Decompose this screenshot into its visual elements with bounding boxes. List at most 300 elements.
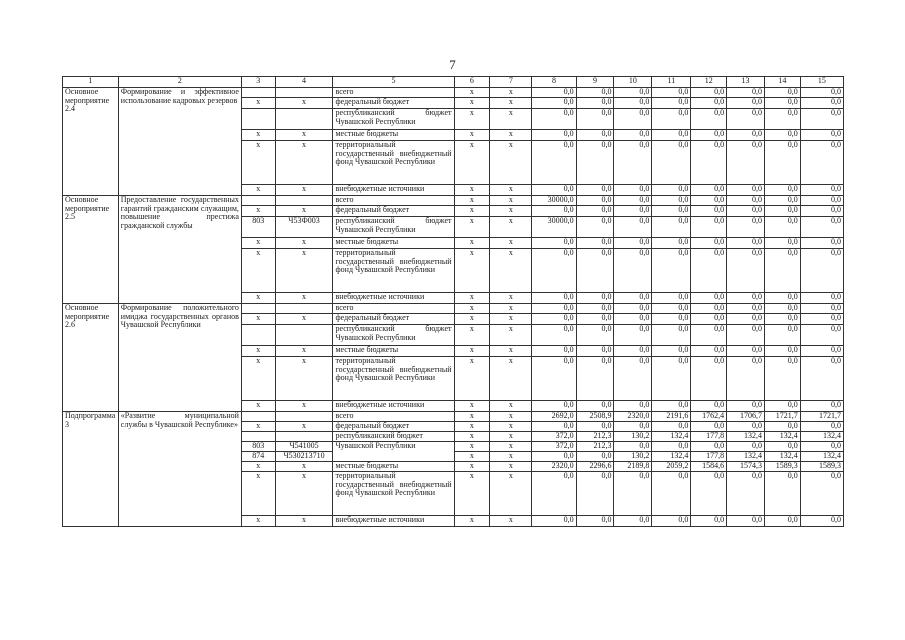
value-cell: 0,0 <box>727 357 765 401</box>
value-cell: 0,0 <box>691 472 727 516</box>
value-cell: 0,0 <box>576 196 614 206</box>
source-text: территориальный государственный внебюджетный фонд Чувашской Республики <box>335 248 452 275</box>
value-cell: 0,0 <box>614 206 652 217</box>
code-cell: x <box>275 141 333 185</box>
value-cell: 0,0 <box>614 141 652 185</box>
value-cell: 0,0 <box>532 452 576 462</box>
program-type-cell: Подпрограмма 3 <box>63 412 119 527</box>
x-cell: x <box>454 185 490 196</box>
table-body <box>63 77 844 527</box>
value-cell: 0,0 <box>764 238 800 249</box>
value-cell: 0,0 <box>691 314 727 325</box>
value-cell: 0,0 <box>764 442 800 452</box>
code-cell: x <box>241 206 275 217</box>
x-cell: x <box>454 314 490 325</box>
source-text: территориальный государственный внебюджетный фонд Чувашской Республики <box>335 471 452 498</box>
code-cell: 874 <box>241 452 275 462</box>
value-cell: 0,0 <box>532 346 576 357</box>
value-cell: 0,0 <box>800 516 843 527</box>
value-cell: 0,0 <box>800 422 843 432</box>
source-cell <box>333 217 454 238</box>
measure-name-cell: Формирование положительного имиджа государственных органов Чувашской Республики <box>118 304 241 412</box>
value-cell: 0,0 <box>800 238 843 249</box>
value-cell: 132,4 <box>764 452 800 462</box>
code-cell <box>275 432 333 442</box>
source-cell <box>333 462 454 472</box>
value-cell: 0,0 <box>764 516 800 527</box>
value-cell: 0,0 <box>614 472 652 516</box>
value-cell: 372,0 <box>532 432 576 442</box>
source-text: республиканский бюджет <box>335 431 423 440</box>
value-cell: 0,0 <box>532 206 576 217</box>
value-cell: 132,4 <box>727 452 765 462</box>
value-cell: 1706,7 <box>727 412 765 422</box>
value-cell: 0,0 <box>532 98 576 109</box>
value-cell: 0,0 <box>727 130 765 141</box>
source-text: всего <box>335 303 354 312</box>
value-cell: 0,0 <box>691 249 727 293</box>
value-cell: 0,0 <box>691 293 727 304</box>
value-cell: 0,0 <box>800 325 843 346</box>
code-cell <box>241 432 275 442</box>
x-cell: x <box>454 130 490 141</box>
x-cell: x <box>490 98 532 109</box>
x-cell: x <box>454 452 490 462</box>
x-cell: x <box>490 206 532 217</box>
value-cell: 0,0 <box>614 293 652 304</box>
value-cell: 0,0 <box>800 196 843 206</box>
x-cell: x <box>490 401 532 412</box>
value-cell: 2296,6 <box>576 462 614 472</box>
x-cell: x <box>490 432 532 442</box>
value-cell: 132,4 <box>800 432 843 442</box>
value-cell: 0,0 <box>614 109 652 130</box>
code-cell: x <box>275 422 333 432</box>
value-cell: 0,0 <box>764 472 800 516</box>
code-cell <box>241 88 275 98</box>
value-cell: 0,0 <box>691 185 727 196</box>
value-cell: 0,0 <box>691 238 727 249</box>
value-cell: 0,0 <box>652 442 691 452</box>
value-cell: 0,0 <box>614 516 652 527</box>
source-cell <box>333 412 454 422</box>
table-row <box>63 196 844 206</box>
source-cell <box>333 346 454 357</box>
value-cell: 0,0 <box>727 422 765 432</box>
value-cell: 0,0 <box>800 442 843 452</box>
measure-name-cell: Формирование и эффективное использование кадровых резервов <box>118 88 241 196</box>
code-cell <box>275 325 333 346</box>
value-cell: 0,0 <box>576 357 614 401</box>
value-cell: 0,0 <box>614 442 652 452</box>
x-cell: x <box>490 217 532 238</box>
code-cell: x <box>241 293 275 304</box>
header-cell: 2 <box>118 77 241 88</box>
program-name-cell: «Развитие муниципальной службы в Чувашской Республике» <box>118 412 241 527</box>
value-cell: 0,0 <box>614 196 652 206</box>
value-cell: 0,0 <box>727 314 765 325</box>
code-cell <box>275 412 333 422</box>
source-cell <box>333 442 454 462</box>
x-cell: x <box>454 346 490 357</box>
source-text: внебюджетные источники <box>335 400 425 409</box>
source-text: территориальный государственный внебюджетный фонд Чувашской Республики <box>335 140 452 167</box>
value-cell: 0,0 <box>652 472 691 516</box>
value-cell: 132,4 <box>764 432 800 442</box>
header-cell: 1 <box>63 77 119 88</box>
source-cell <box>333 238 454 249</box>
value-cell: 0,0 <box>614 346 652 357</box>
value-cell: 0,0 <box>576 325 614 346</box>
header-cell: 12 <box>691 77 727 88</box>
value-cell: 0,0 <box>652 109 691 130</box>
value-cell: 0,0 <box>691 304 727 314</box>
x-cell: x <box>454 304 490 314</box>
value-cell: 0,0 <box>800 185 843 196</box>
x-cell: x <box>490 88 532 98</box>
source-text: внебюджетные источники <box>335 292 425 301</box>
value-cell: 0,0 <box>800 314 843 325</box>
x-cell: x <box>454 293 490 304</box>
source-cell <box>333 98 454 109</box>
value-cell: 1589,3 <box>764 462 800 472</box>
value-cell: 0,0 <box>652 196 691 206</box>
header-cell: 10 <box>614 77 652 88</box>
value-cell: 0,0 <box>532 357 576 401</box>
x-cell: x <box>454 325 490 346</box>
value-cell: 0,0 <box>652 357 691 401</box>
x-cell: x <box>454 442 490 452</box>
value-cell: 0,0 <box>691 98 727 109</box>
x-cell: x <box>490 109 532 130</box>
source-text: федеральный бюджет <box>335 97 410 106</box>
x-cell: x <box>490 238 532 249</box>
code-cell: x <box>275 130 333 141</box>
value-cell: 0,0 <box>614 88 652 98</box>
value-cell: 0,0 <box>652 217 691 238</box>
value-cell: 0,0 <box>614 217 652 238</box>
value-cell: 0,0 <box>576 516 614 527</box>
value-cell: 0,0 <box>727 206 765 217</box>
value-cell: 0,0 <box>727 293 765 304</box>
value-cell: 212,3 <box>576 442 614 452</box>
x-cell: x <box>490 442 532 452</box>
x-cell: x <box>490 462 532 472</box>
value-cell: 2692,0 <box>532 412 576 422</box>
value-cell: 1721,7 <box>764 412 800 422</box>
value-cell: 0,0 <box>532 422 576 432</box>
value-cell: 0,0 <box>532 88 576 98</box>
value-cell: 132,4 <box>800 452 843 462</box>
value-cell: 0,0 <box>614 130 652 141</box>
value-cell: 0,0 <box>652 238 691 249</box>
value-cell: 0,0 <box>652 249 691 293</box>
value-cell: 0,0 <box>691 422 727 432</box>
header-cell: 15 <box>800 77 843 88</box>
value-cell: 0,0 <box>800 88 843 98</box>
value-cell: 0,0 <box>800 304 843 314</box>
code-cell: 803 <box>241 442 275 452</box>
code-cell: x <box>275 98 333 109</box>
code-cell: x <box>275 249 333 293</box>
header-cell: 14 <box>764 77 800 88</box>
value-cell: 0,0 <box>691 217 727 238</box>
table-row <box>63 412 844 422</box>
value-cell: 0,0 <box>691 196 727 206</box>
source-cell <box>333 88 454 98</box>
value-cell: 0,0 <box>576 185 614 196</box>
value-cell: 0,0 <box>727 472 765 516</box>
code-cell: x <box>275 357 333 401</box>
value-cell: 0,0 <box>727 442 765 452</box>
value-cell: 0,0 <box>614 422 652 432</box>
value-cell: 0,0 <box>691 88 727 98</box>
code-cell: Ч541005 <box>275 442 333 452</box>
code-cell: x <box>241 238 275 249</box>
value-cell: 0,0 <box>764 325 800 346</box>
x-cell: x <box>490 130 532 141</box>
source-cell <box>333 249 454 293</box>
source-text: местные бюджеты <box>335 129 399 138</box>
value-cell: 0,0 <box>614 314 652 325</box>
value-cell: 0,0 <box>800 293 843 304</box>
source-text: местные бюджеты <box>335 237 399 246</box>
value-cell: 0,0 <box>764 249 800 293</box>
code-cell: x <box>241 516 275 527</box>
value-cell: 0,0 <box>614 401 652 412</box>
code-cell <box>275 88 333 98</box>
value-cell: 0,0 <box>691 325 727 346</box>
value-cell: 0,0 <box>691 401 727 412</box>
value-cell: 0,0 <box>652 422 691 432</box>
value-cell: 0,0 <box>691 346 727 357</box>
header-cell: 7 <box>490 77 532 88</box>
source-text: республиканский бюджет Чувашской Республики <box>335 108 452 126</box>
value-cell: 0,0 <box>576 130 614 141</box>
value-cell: 0,0 <box>727 346 765 357</box>
value-cell: 0,0 <box>614 357 652 401</box>
source-text: местные бюджеты <box>335 345 399 354</box>
source-text: территориальный государственный внебюджетный фонд Чувашской Республики <box>335 356 452 383</box>
source-cell <box>333 196 454 206</box>
value-cell: 0,0 <box>652 185 691 196</box>
x-cell: x <box>490 141 532 185</box>
code-cell: x <box>241 472 275 516</box>
x-cell: x <box>454 516 490 527</box>
x-cell: x <box>454 422 490 432</box>
value-cell: 2191,6 <box>652 412 691 422</box>
x-cell: x <box>454 141 490 185</box>
value-cell: 0,0 <box>764 346 800 357</box>
code-cell: x <box>241 141 275 185</box>
value-cell: 130,2 <box>614 452 652 462</box>
table-row <box>63 88 844 98</box>
value-cell: 0,0 <box>800 109 843 130</box>
x-cell: x <box>490 412 532 422</box>
value-cell: 0,0 <box>727 185 765 196</box>
code-cell <box>275 304 333 314</box>
value-cell: 0,0 <box>576 88 614 98</box>
source-cell <box>333 185 454 196</box>
value-cell: 0,0 <box>691 442 727 452</box>
value-cell: 2059,2 <box>652 462 691 472</box>
x-cell: x <box>454 357 490 401</box>
value-cell: 0,0 <box>532 141 576 185</box>
source-cell <box>333 422 454 432</box>
value-cell: 2320,0 <box>532 462 576 472</box>
value-cell: 0,0 <box>532 185 576 196</box>
value-cell: 0,0 <box>764 98 800 109</box>
x-cell: x <box>454 196 490 206</box>
source-cell <box>333 141 454 185</box>
measure-name-cell: Предоставление государственных гарантий гражданским служащим, повышение престижа гражданской службы <box>118 196 241 304</box>
x-cell: x <box>490 346 532 357</box>
value-cell: 0,0 <box>652 314 691 325</box>
source-cell <box>333 516 454 527</box>
value-cell: 30000,0 <box>532 217 576 238</box>
header-cell: 3 <box>241 77 275 88</box>
x-cell: x <box>454 88 490 98</box>
value-cell: 0,0 <box>727 196 765 206</box>
value-cell: 1589,3 <box>800 462 843 472</box>
value-cell: 0,0 <box>691 516 727 527</box>
value-cell: 0,0 <box>727 141 765 185</box>
header-cell: 6 <box>454 77 490 88</box>
code-cell: x <box>241 249 275 293</box>
value-cell: 132,4 <box>727 432 765 442</box>
code-cell: x <box>275 185 333 196</box>
source-text: федеральный бюджет <box>335 421 410 430</box>
value-cell: 0,0 <box>652 141 691 185</box>
value-cell: 0,0 <box>652 206 691 217</box>
value-cell: 0,0 <box>576 249 614 293</box>
x-cell: x <box>490 293 532 304</box>
source-text: всего <box>335 87 354 96</box>
value-cell: 0,0 <box>614 304 652 314</box>
value-cell: 0,0 <box>800 141 843 185</box>
code-cell <box>241 325 275 346</box>
value-cell: 0,0 <box>652 98 691 109</box>
value-cell: 0,0 <box>614 98 652 109</box>
value-cell: 0,0 <box>532 293 576 304</box>
x-cell: x <box>490 325 532 346</box>
code-cell <box>241 304 275 314</box>
value-cell: 0,0 <box>800 357 843 401</box>
code-cell: x <box>275 472 333 516</box>
value-cell: 0,0 <box>727 401 765 412</box>
value-cell: 0,0 <box>532 314 576 325</box>
value-cell: 0,0 <box>576 472 614 516</box>
source-cell <box>333 432 454 442</box>
value-cell: 0,0 <box>614 325 652 346</box>
code-cell: x <box>275 314 333 325</box>
value-cell: 1762,4 <box>691 412 727 422</box>
code-cell: x <box>275 238 333 249</box>
value-cell: 2508,9 <box>576 412 614 422</box>
value-cell: 0,0 <box>764 88 800 98</box>
value-cell: 0,0 <box>532 109 576 130</box>
value-cell: 1574,3 <box>727 462 765 472</box>
value-cell: 0,0 <box>764 357 800 401</box>
source-cell <box>333 304 454 314</box>
code-cell: 803 <box>241 217 275 238</box>
value-cell: 0,0 <box>576 98 614 109</box>
code-cell: x <box>241 462 275 472</box>
x-cell: x <box>454 206 490 217</box>
header-cell: 4 <box>275 77 333 88</box>
source-text: внебюджетные источники <box>335 515 425 524</box>
value-cell: 0,0 <box>652 516 691 527</box>
value-cell: 0,0 <box>800 472 843 516</box>
header-cell: 9 <box>576 77 614 88</box>
header-cell: 5 <box>333 77 454 88</box>
value-cell: 132,4 <box>652 452 691 462</box>
x-cell: x <box>490 516 532 527</box>
x-cell: x <box>454 98 490 109</box>
value-cell: 0,0 <box>532 516 576 527</box>
x-cell: x <box>454 401 490 412</box>
x-cell: x <box>454 462 490 472</box>
x-cell: x <box>490 196 532 206</box>
value-cell: 2320,0 <box>614 412 652 422</box>
value-cell: 0,0 <box>532 130 576 141</box>
value-cell: 0,0 <box>764 109 800 130</box>
value-cell: 0,0 <box>576 314 614 325</box>
value-cell: 0,0 <box>800 130 843 141</box>
x-cell: x <box>454 109 490 130</box>
measure-type-cell: Основное мероприятие 2.5 <box>63 196 119 304</box>
code-cell: x <box>241 357 275 401</box>
value-cell: 0,0 <box>764 422 800 432</box>
value-cell: 0,0 <box>727 217 765 238</box>
value-cell: 0,0 <box>764 185 800 196</box>
x-cell: x <box>490 304 532 314</box>
source-text: внебюджетные источники <box>335 184 425 193</box>
code-cell: x <box>241 130 275 141</box>
value-cell: 0,0 <box>764 206 800 217</box>
value-cell: 0,0 <box>652 293 691 304</box>
x-cell: x <box>490 185 532 196</box>
value-cell: 0,0 <box>727 98 765 109</box>
value-cell: 0,0 <box>691 357 727 401</box>
value-cell: 0,0 <box>614 249 652 293</box>
value-cell: 212,3 <box>576 432 614 442</box>
source-text: федеральный бюджет <box>335 205 410 214</box>
source-text: федеральный бюджет <box>335 313 410 322</box>
value-cell: 0,0 <box>652 401 691 412</box>
code-cell: x <box>241 314 275 325</box>
code-cell: x <box>275 293 333 304</box>
value-cell: 0,0 <box>691 206 727 217</box>
code-cell <box>241 109 275 130</box>
value-cell: 0,0 <box>576 401 614 412</box>
code-cell: x <box>275 401 333 412</box>
source-cell <box>333 357 454 401</box>
x-cell: x <box>490 314 532 325</box>
value-cell: 0,0 <box>576 206 614 217</box>
x-cell: x <box>454 412 490 422</box>
table-row <box>63 304 844 314</box>
value-cell: 0,0 <box>691 109 727 130</box>
value-cell: 130,2 <box>614 432 652 442</box>
code-cell: x <box>241 98 275 109</box>
x-cell: x <box>490 472 532 516</box>
source-text: всего <box>335 195 354 204</box>
value-cell: 0,0 <box>532 238 576 249</box>
x-cell: x <box>454 249 490 293</box>
measure-type-cell: Основное мероприятие 2.6 <box>63 304 119 412</box>
value-cell: 0,0 <box>652 346 691 357</box>
